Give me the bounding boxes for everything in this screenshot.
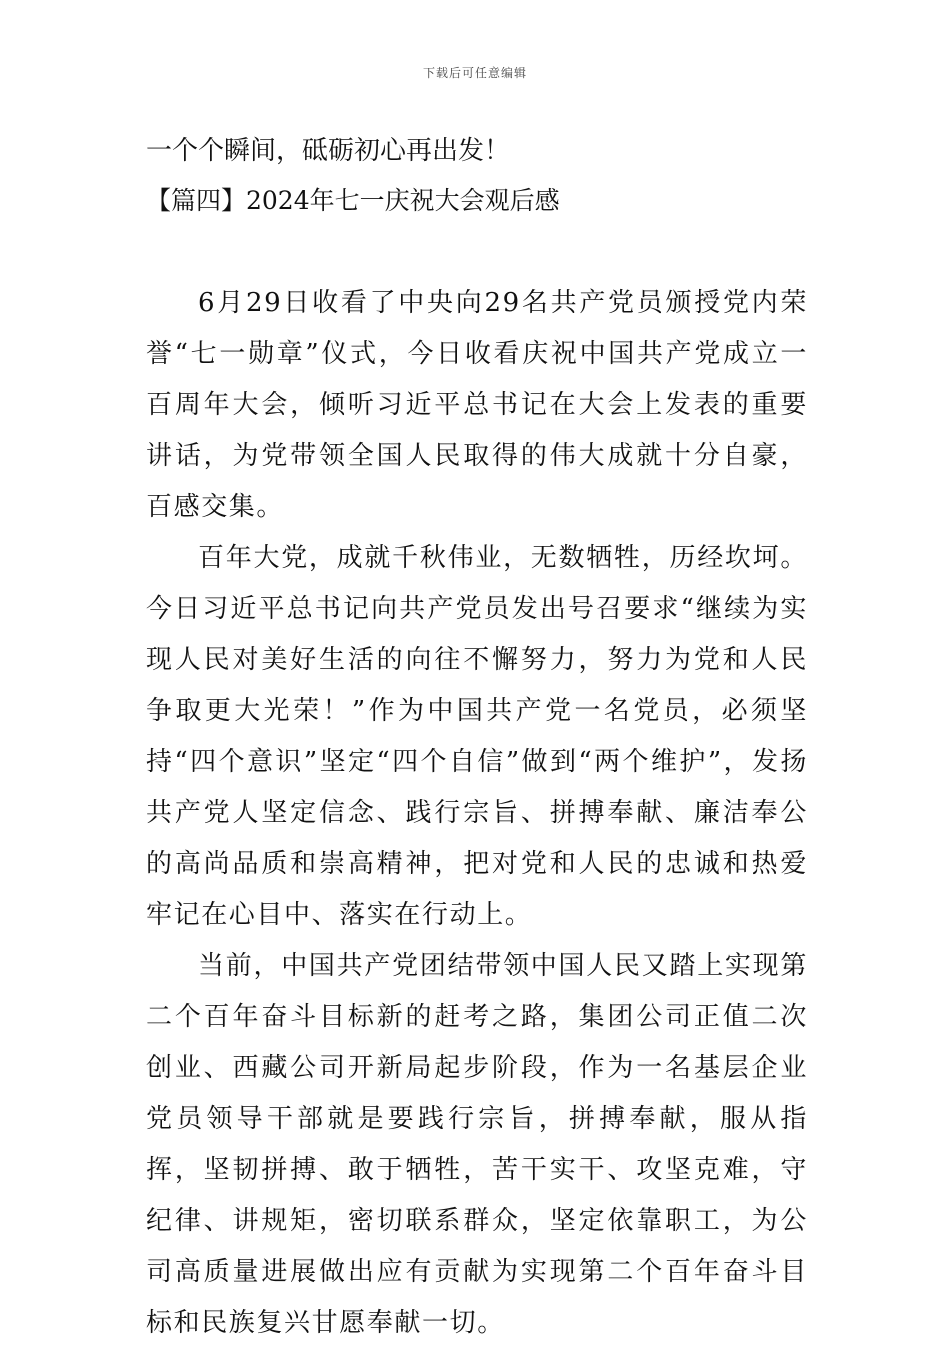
spacer [146,226,808,278]
section-title: 【篇四】2024年七一庆祝大会观后感 [146,186,560,215]
paragraph-1: 6月29日收看了中央向29名共产党员颁授党内荣誉“七一勋章”仪式，今日收看庆祝中国共产党成立一百周年大会，倾听习近平总书记在大会上发表的重要讲话，为党带领全国人民取得的伟大成就十分自豪，百感交集。 [146,288,808,522]
page-header-note: 下载后可任意编辑 [422,66,527,80]
paragraph-2: 百年大党，成就千秋伟业，无数牺牲，历经坎坷。今日习近平总书记向共产党员发出号召要求“继续为实现人民对美好生活的向往不懈努力，努力为党和人民争取更大光荣！”作为中国共产党一名党员，必须坚持“四个意识”坚定“四个自信”做到“两个维护”，发扬共产党人坚定信念、践行宗旨、拼搏奉献、廉洁奉公的高尚品质和崇高精神，把对党和人民的忠诚和热爱牢记在心目中、落实在行动上。 [146,543,808,930]
document-body [146,126,808,1349]
previous-section-tail: 一个个瞬间，砥砺初心再出发！ [146,136,511,166]
paragraph-3: 当前，中国共产党团结带领中国人民又踏上实现第二个百年奋斗目标新的赶考之路，集团公司正值二次创业、西藏公司开新局起步阶段，作为一名基层企业党员领导干部就是要践行宗旨，拼搏奉献，服从指挥，坚韧拼搏、敢于牺牲，苦干实干、攻坚克难，守纪律、讲规矩，密切联系群众，坚定依靠职工，为公司高质量进展做出应有贡献为实现第二个百年奋斗目标和民族复兴甘愿奉献一切。 [146,951,808,1338]
